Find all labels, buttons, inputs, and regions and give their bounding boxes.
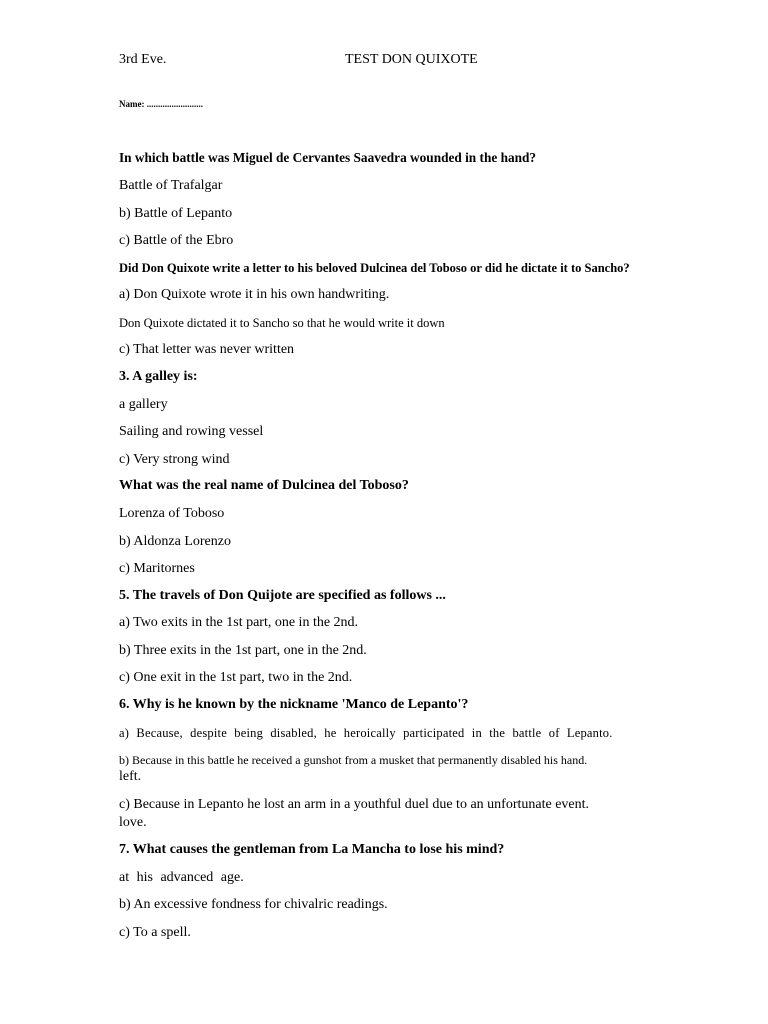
question-7-prompt: 7. What causes the gentleman from La Mancha to lose his mind? bbox=[119, 842, 505, 857]
question-5-option-b: b) Three exits in the 1st part, one in the 2nd. bbox=[119, 643, 367, 658]
question-4-option-c: c) Maritornes bbox=[119, 561, 195, 576]
question-6-option-a: a) Because, despite being disabled, he heroically participated in the battle of Lepanto. bbox=[119, 726, 613, 740]
question-1-prompt: In which battle was Miguel de Cervantes Saavedra wounded in the hand? bbox=[119, 150, 537, 165]
question-3-prompt: 3. A galley is: bbox=[119, 369, 198, 384]
question-2-prompt: Did Don Quixote write a letter to his beloved Dulcinea del Toboso or did he dictate it to Sancho? bbox=[119, 261, 630, 275]
question-5-option-c: c) One exit in the 1st part, two in the 2nd. bbox=[119, 670, 353, 685]
question-1-option-a: Battle of Trafalgar bbox=[119, 178, 223, 193]
question-7-option-b: b) An excessive fondness for chivalric readings. bbox=[119, 897, 388, 912]
question-7-option-c: c) To a spell. bbox=[119, 925, 191, 940]
name-field: Name: ......................... bbox=[119, 99, 203, 109]
question-6-option-b-continued: left. bbox=[119, 769, 142, 784]
question-3-option-b: Sailing and rowing vessel bbox=[119, 424, 264, 439]
class-label: 3rd Eve. bbox=[119, 52, 167, 67]
question-5-prompt: 5. The travels of Don Quijote are specified as follows ... bbox=[119, 588, 446, 603]
question-2-option-c: c) That letter was never written bbox=[119, 342, 295, 357]
question-1-option-b: b) Battle of Lepanto bbox=[119, 206, 233, 221]
question-4-option-b: b) Aldonza Lorenzo bbox=[119, 534, 231, 549]
question-3-option-a: a gallery bbox=[119, 397, 168, 412]
page-title: TEST DON QUIXOTE bbox=[345, 52, 478, 67]
question-6-option-c: c) Because in Lepanto he lost an arm in a youthful duel due to an unfortunate event. bbox=[119, 797, 590, 812]
question-2-option-b: Don Quixote dictated it to Sancho so that he would write it down bbox=[119, 316, 445, 330]
question-3-option-c: c) Very strong wind bbox=[119, 452, 230, 467]
question-6-option-b: b) Because in this battle he received a gunshot from a musket that permanently disabled his hand. bbox=[119, 753, 588, 767]
question-7-option-a: at his advanced age. bbox=[119, 870, 244, 885]
question-2-option-a: a) Don Quixote wrote it in his own handwriting. bbox=[119, 287, 390, 302]
question-6-prompt: 6. Why is he known by the nickname 'Manco de Lepanto'? bbox=[119, 697, 469, 712]
question-6-option-c-continued: love. bbox=[119, 815, 147, 830]
question-4-prompt: What was the real name of Dulcinea del Toboso? bbox=[119, 478, 409, 493]
question-1-option-c: c) Battle of the Ebro bbox=[119, 233, 234, 248]
question-4-option-a: Lorenza of Toboso bbox=[119, 506, 225, 521]
question-5-option-a: a) Two exits in the 1st part, one in the 2nd. bbox=[119, 615, 359, 630]
